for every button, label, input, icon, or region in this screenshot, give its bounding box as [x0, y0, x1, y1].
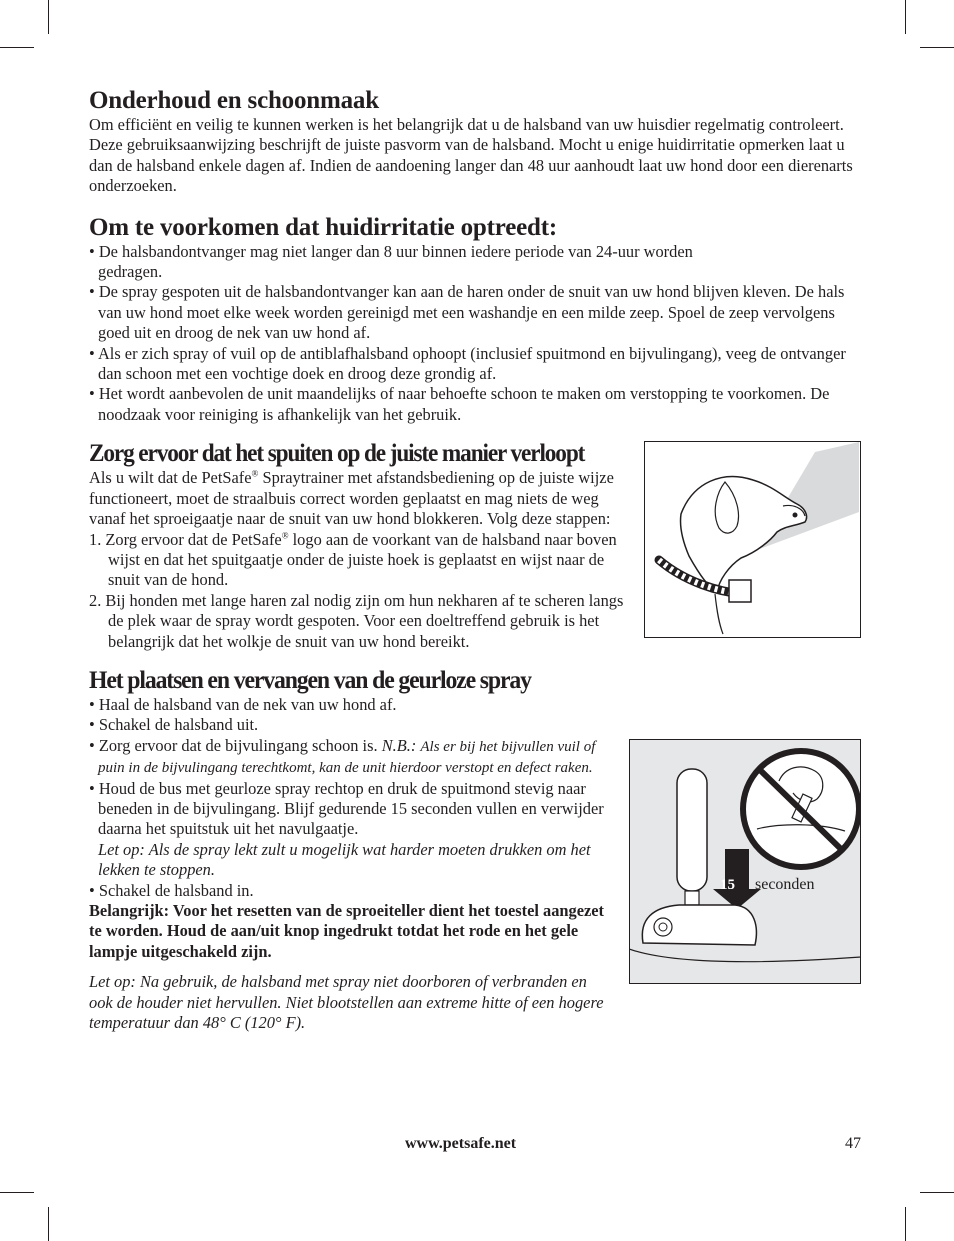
refill-count: 15	[720, 877, 735, 893]
refill-unit: seconden	[755, 876, 815, 893]
text-fragment: 1. Zorg ervoor dat de PetSafe	[89, 529, 282, 549]
crop-mark	[0, 1192, 34, 1193]
crop-mark	[48, 0, 49, 34]
crop-mark	[905, 0, 906, 34]
bullet-list-plaatsen-end	[89, 881, 624, 901]
crop-mark	[48, 1207, 49, 1241]
crop-mark	[0, 47, 34, 48]
text-fragment: Als u wilt dat de PetSafe	[89, 468, 252, 488]
figure-dog-collar	[644, 441, 861, 638]
bullet-list-plaatsen	[89, 695, 624, 840]
section-plaatsen	[89, 666, 624, 1034]
registered-mark: ®	[251, 468, 259, 479]
text-fragment: Zorg ervoor dat de bijvulingang schoon is.	[98, 735, 382, 755]
list-item: • De halsbandontvanger mag niet langer dan 8 uur binnen iedere periode van 24-uur worden gedragen.	[89, 242, 758, 283]
text-fragment: Spraytrainer met afstandsbediening op de juiste wijze functioneert, moet de straalbuis correct worden geplaatst en mag niets de weg vanaf het sproeigaatje naar de snuit van uw hond blokkeren. Volg deze stappen:	[89, 468, 614, 529]
page-number: 47	[845, 1135, 861, 1152]
paragraph-spuiten-intro	[89, 468, 624, 529]
registered-mark: ®	[281, 530, 289, 541]
collar-receiver	[729, 580, 751, 602]
heading-spuiten: Zorg ervoor dat het spuiten op de juiste manier verloopt	[89, 440, 585, 468]
spray-can-nozzle	[685, 891, 699, 905]
list-item	[89, 779, 624, 840]
heading-huidirritatie: Om te voorkomen dat huidirritatie optreedt:	[89, 213, 557, 241]
dog-collar-illustration	[645, 442, 859, 636]
note-label: N.B.:	[381, 735, 421, 755]
note-leak: Let op: Als de spray lekt zult u mogelijk wat harder moeten drukken om het lekken te stoppen.	[98, 839, 591, 880]
list-item: • Schakel de halsband uit.	[89, 715, 624, 735]
list-item: 2. Bij honden met lange haren zal nodig zijn om hun nekharen af te scheren langs de plek waar de spray wordt gespoten. Voor een doeltreffend gebruik is het belangrijk dat het wolkje de snuit van uw hond bereikt.	[89, 590, 624, 651]
text-fragment: Houd de bus met geurloze spray rechtop en druk de spuitmond stevig naar beneden in de bijvulingang. Blijf gedurende 15 seconden vullen en verwijder daarna het spuitstuk uit het navulgaatje.	[98, 778, 604, 839]
list-item: • Schakel de halsband in.	[89, 881, 624, 901]
spray-can	[677, 769, 707, 891]
section-huidirritatie	[89, 213, 869, 426]
list-item: • De spray gespoten uit de halsbandontvanger kan aan de haren onder de snuit van uw hond blijven kleven. De hals van uw hond moet elke week worden gereinigd met een washandje en een milde zeep. Spoel de zeep vervolgens goed uit en droog de nek van uw hond af.	[89, 282, 869, 343]
crop-mark	[920, 47, 954, 48]
collar-strap-line	[629, 949, 861, 962]
section-onderhoud	[89, 86, 869, 197]
section-spuiten	[89, 439, 624, 652]
heading-onderhoud: Onderhoud en schoonmaak	[89, 87, 379, 114]
list-item	[89, 530, 624, 591]
note-text: Als er bij het bijvullen vuil of puin in de bijvulingang terechtkomt, kan de unit hierdoor verstopt en defect raken.	[98, 738, 596, 777]
list-item: • Als er zich spray of vuil op de antiblafhalsband ophoopt (inclusief spuitmond en bijvulingang), veeg de ontvanger dan schoon met een vochtige doek en droog deze grondig af.	[89, 344, 858, 385]
crop-mark	[920, 1192, 954, 1193]
paragraph-onderhoud: Om efficiënt en veilig te kunnen werken is het belangrijk dat u de halsband van uw huisdier regelmatig controleert. Deze gebruiksaanwijzing beschrijft de juiste pasvorm van de halsband. Mocht u enige huidirritatie opmerken laat u dan de halsband enkele dagen af. Indien de aandoening langer dan 48 uur aanhoudt laat uw hond door een dierenarts onderzoeken.	[89, 115, 853, 196]
list-item	[89, 736, 624, 779]
bullet-list-huidirritatie	[89, 242, 869, 426]
step-list-spuiten	[89, 530, 624, 652]
final-note: Let op: Na gebruik, de halsband met spray niet doorboren of verbranden en ook de houder niet hervullen. Niet blootstellen aan extreme hitte of een hogere temperatuur dan 48° C (120° F).	[89, 972, 604, 1033]
list-item: • Het wordt aanbevolen de unit maandelijks of naar behoefte schoon te maken om verstopping te voorkomen. De noodzaak voor reiniging is afhankelijk van het gebruik.	[89, 384, 858, 425]
text-fragment: logo aan de voorkant van de halsband naar boven wijst en dat het spuitgaatje onder de juiste hoek is geplaatst en wijst naar de snuit van de hond.	[108, 529, 617, 590]
figure-refill-spray	[629, 739, 861, 984]
receiver-button-inner	[659, 923, 667, 931]
list-item: • Haal de halsband van de nek van uw hond af.	[89, 695, 624, 715]
refill-illustration	[629, 739, 861, 984]
neck-line	[715, 594, 723, 634]
important-text: Belangrijk: Voor het resetten van de sproeiteller dient het toestel aangezet te worden. Houd de aan/uit knop ingedrukt totdat het rode en het gele lampje uitgeschakeld zijn.	[89, 901, 605, 961]
dog-nose	[793, 513, 798, 518]
heading-plaatsen: Het plaatsen en vervangen van de geurloze spray	[89, 666, 531, 694]
footer-url: www.petsafe.net	[405, 1135, 517, 1152]
crop-mark	[905, 1207, 906, 1241]
